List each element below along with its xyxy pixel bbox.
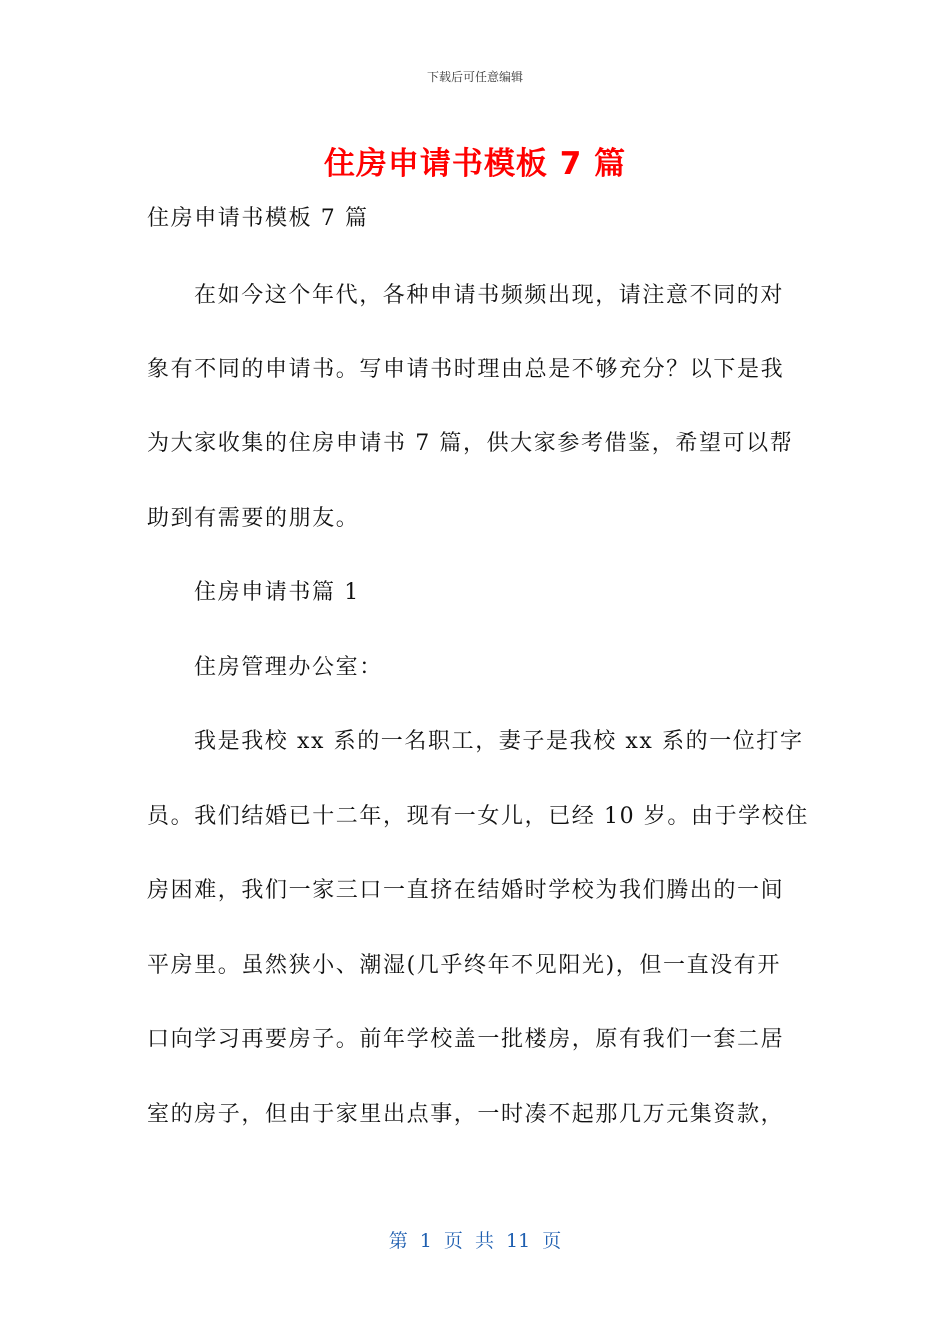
document-title: 住房申请书模板 7 篇: [323, 146, 627, 182]
paragraph-line: 平房里。虽然狭小、潮湿(几乎终年不见阳光)，但一直没有开: [147, 953, 781, 978]
paragraph-line: 在如今这个年代，各种申请书频频出现，请注意不同的对: [194, 283, 785, 308]
paragraph-line: 我是我校 xx 系的一名职工，妻子是我校 xx 系的一位打字: [194, 729, 804, 754]
subtitle-line: 住房申请书模板 7 篇: [147, 206, 369, 231]
paragraph-line: 员。我们结婚已十二年，现有一女儿，已经 10 岁。由于学校住: [147, 804, 809, 829]
header-note: 下载后可任意编辑: [426, 70, 523, 84]
paragraph-line: 口向学习再要房子。前年学校盖一批楼房，原有我们一套二居: [147, 1027, 785, 1052]
paragraph-line: 室的房子，但由于家里出点事，一时凑不起那几万元集资款，: [147, 1102, 785, 1127]
salutation-line: 住房管理办公室：: [194, 655, 383, 680]
page-footer: [0, 1226, 950, 1253]
paragraph-line: 象有不同的申请书。写申请书时理由总是不够充分？以下是我: [147, 357, 785, 382]
paragraph-line: 助到有需要的朋友。: [147, 506, 360, 531]
footer-prefix: 第: [388, 1230, 408, 1252]
section-heading: 住房申请书篇 1: [194, 580, 360, 605]
footer-suffix: 页: [542, 1230, 562, 1252]
footer-middle: 页 共: [443, 1230, 494, 1252]
paragraph-line: 房困难，我们一家三口一直挤在结婚时学校为我们腾出的一间: [147, 878, 785, 903]
total-page-number: 11: [506, 1230, 531, 1252]
paragraph-line: 为大家收集的住房申请书 7 篇，供大家参考借鉴，希望可以帮: [147, 431, 794, 456]
current-page-number: 1: [419, 1230, 432, 1252]
